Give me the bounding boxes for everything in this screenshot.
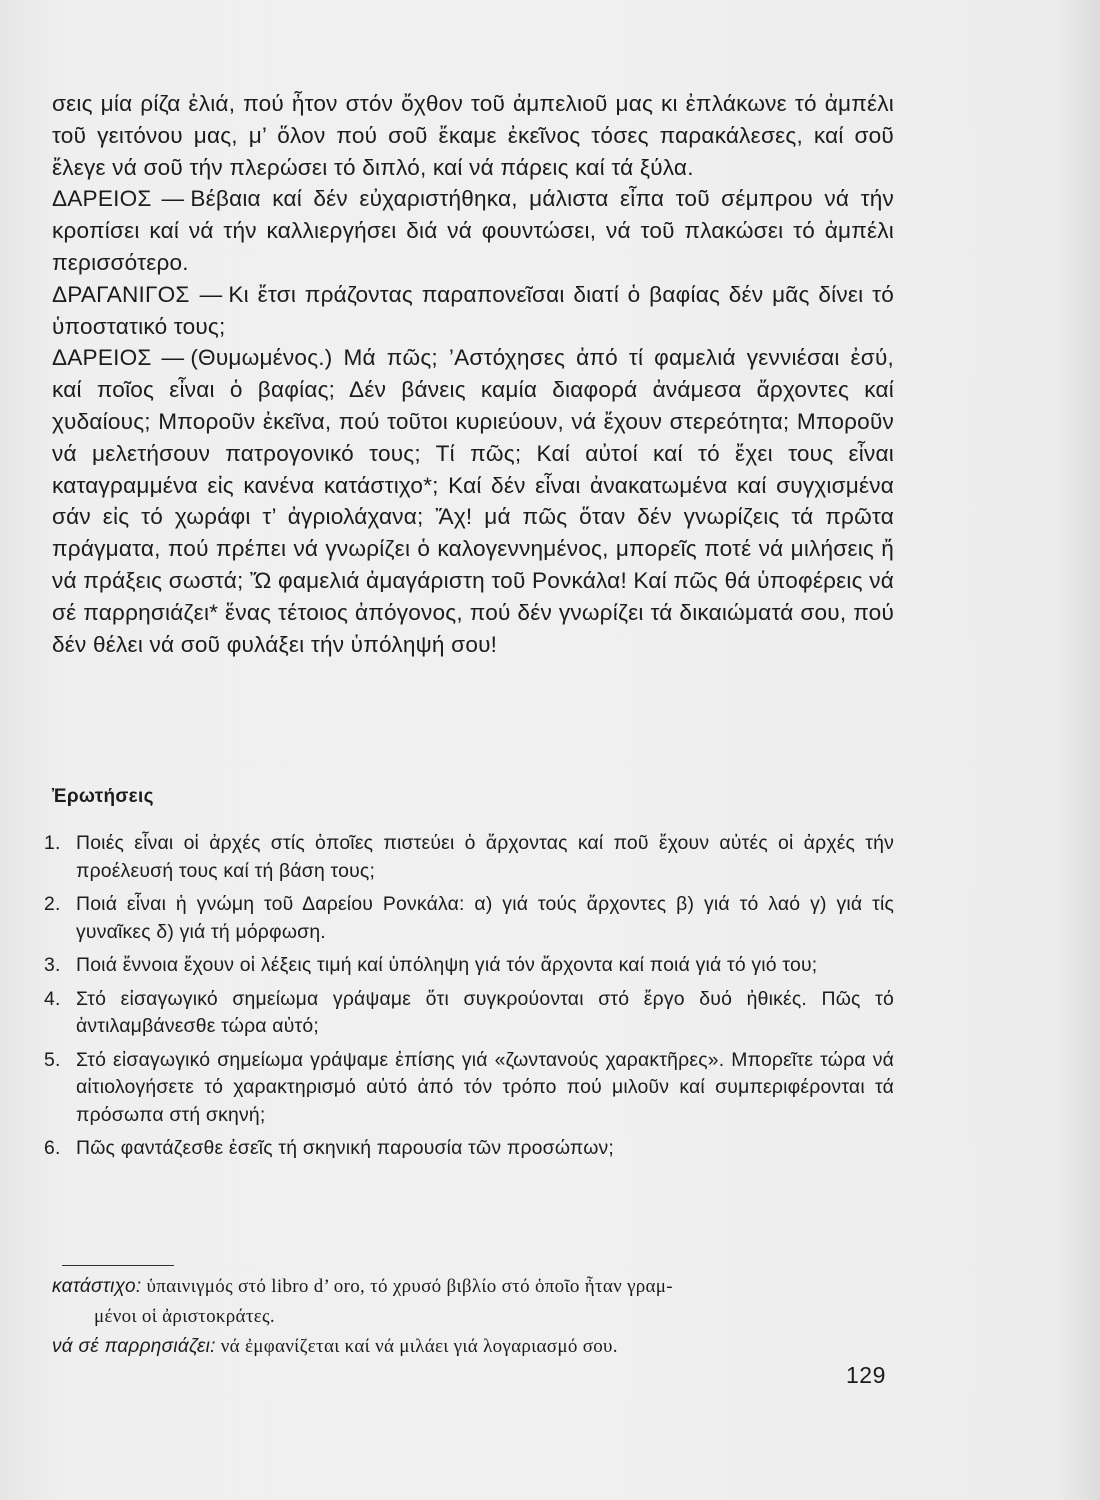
dialogue-line-text: σεις μία ρίζα ἐλιά, πού ἦτον στόν ὄχθον τοῦ ἀμπελιοῦ μας κι ἐπλάκωνε τό ἀμπέλι τοῦ γειτόνου μας, μ’ ὅλον πού σοῦ ἔκαμε ἐκεῖνος τόσες παρακάλεσες, καί σοῦ ἔλεγε νά σοῦ τήν πλερώσει τό διπλό, καί νά πάρεις καί τά ξύλα. (52, 91, 894, 180)
dialogue-line-text: Κι ἔτσι πράζοντας παραπονεῖσαι διατί ὁ βαφίας δέν μᾶς δίνει τό ὑποστατικό τους; (52, 281, 894, 339)
question-text: Πῶς φαντάζεσθε ἐσεῖς τή σκηνική παρουσία τῶν προσώπων; (76, 1137, 615, 1159)
footnote-term: νά σέ παρρησιάζει: (52, 1336, 216, 1357)
dialogue-line-text: Βέβαια καί δέν εὐχαριστήθηκα, μάλιστα εἶπα τοῦ σέμπρου νά τήν κροπίσει καί νά τήν καλλιεργήσει διά νά φουντώσει, νά τοῦ πλακώσει τό ἀμπέλι περισσότερο. (52, 186, 894, 275)
question-text: Στό εἰσαγωγικό σημείωμα γράψαμε ὅτι συγκρούονται στό ἔργο δυό ἠθικές. Πῶς τό ἀντιλαμβάνεσθε τώρα αὐτό; (76, 987, 894, 1037)
dialogue-text (52, 88, 894, 660)
question-number: 5. (44, 1048, 61, 1071)
speaker-name: ΔΡΑΓΑΝΙΓΟΣ (52, 281, 190, 307)
footnote-text: ὑπαινιγμός στό libro d’ oro, τό χρυσό βιβλίο στό ὁποῖο ἦταν γραμ- (146, 1276, 673, 1297)
dialogue-paragraph (52, 279, 894, 343)
question-item (44, 830, 894, 885)
question-item (44, 952, 894, 980)
question-text: Ποιά εἶναι ἡ γνώμη τοῦ Δαρείου Ρονκάλα: α) γιά τούς ἄρχοντες β) γιά τό λαό γ) γιά τίς γυναῖκες δ) γιά τή μόρφωση. (76, 893, 894, 943)
speaker-name: ΔΑΡΕΙΟΣ (52, 345, 152, 371)
question-item (44, 986, 894, 1041)
question-item (44, 891, 894, 946)
footnote-continuation: μένοι οἱ ἀριστοκράτες. (94, 1306, 275, 1327)
dialogue-paragraph (52, 183, 894, 278)
em-dash: — (161, 186, 185, 212)
footnotes (52, 1272, 902, 1362)
question-text: Στό εἰσαγωγικό σημείωμα γράψαμε ἐπίσης γιά «ζωντανούς χαρακτῆρες». Μπορεῖτε τώρα νά αἰτιολογήσετε τό χαρακτηρισμό αὐτό ἀπό τόν τρόπο πού μιλοῦν καί συμπεριφέρονται τά πρόσωπα στή σκηνή; (76, 1048, 894, 1126)
questions-list (44, 830, 894, 1169)
question-text: Ποιές εἶναι οἱ ἀρχές στίς ὁποῖες πιστεύει ὁ ἄρχοντας καί ποῦ ἔχουν αὐτές οἱ ἀρχές τήν προέλευσή τους καί τή βάση τους; (76, 832, 894, 882)
dialogue-line-text: (Θυμωμένος.) Μά πῶς; ’Αστόχησες ἀπό τί φαμελιά γεννιέσαι ἐσύ, καί ποῖος εἶναι ὁ βαφίας; Δέν βάνεις καμία διαφορά ἀνάμεσα ἄρχοντες καί χυδαίους; Μποροῦν ἐκεῖνα, πού τοῦτοι κυριεύουν, νά ἔχουν στερεότητα; Μποροῦν νά μελετήσουν πατρογονικό τους; Τί πῶς; Καί αὐτοί καί τό ἔχει τους εἶναι καταγραμμένα εἰς κανένα κατάστιχο*; Καί δέν εἶναι ἀνακατωμένα καί συγχισμένα σάν εἰς τό χωράφι τ’ ἀγριολάχανα; Ἄχ! μά πῶς ὅταν δέν γνωρίζεις τά πρῶτα πράγματα, πού πρέπει νά γνωρίζει ὁ καλογεννημένος, μπορεῖς ποτέ νά μιλήσεις ἤ νά πράξεις σωστά; Ὤ φαμελιά ἀμαγάριστη τοῦ Ρονκάλα! Καί πῶς θά ὑποφέρεις νά σέ παρρησιάζει* ἕνας τέτοιος ἀπόγονος, πού δέν γνωρίζει τά δικαιώματά σου, πού δέν θέλει νά σοῦ φυλάξει τήν ὑπόληψή σου! (52, 345, 894, 657)
page-number: 129 (846, 1362, 886, 1388)
speaker-name: ΔΑΡΕΙΟΣ (52, 186, 152, 212)
question-number: 3. (44, 954, 61, 976)
question-number: 6. (44, 1137, 61, 1159)
question-number: 2. (44, 893, 61, 915)
questions-heading: Ἐρωτήσεις (52, 786, 154, 807)
em-dash: — (161, 345, 185, 371)
footnote-term: κατάστιχο: (52, 1276, 142, 1297)
footnote (52, 1332, 902, 1362)
footnote-divider (62, 1265, 174, 1266)
question-item (44, 1047, 894, 1130)
dialogue-paragraph (52, 88, 894, 183)
dialogue-paragraph (52, 342, 894, 660)
question-number: 4. (44, 987, 61, 1010)
question-number: 1. (44, 832, 61, 854)
question-item (44, 1135, 894, 1163)
em-dash: — (199, 281, 223, 307)
footnote (52, 1272, 902, 1332)
footnote-text: νά ἐμφανίζεται καί νά μιλάει γιά λογαριασμό σου. (220, 1336, 618, 1357)
question-text: Ποιά ἔννοια ἔχουν οἱ λέξεις τιμή καί ὑπόληψη γιά τόν ἄρχοντα καί ποιά γιά τό γιό του; (76, 954, 818, 976)
